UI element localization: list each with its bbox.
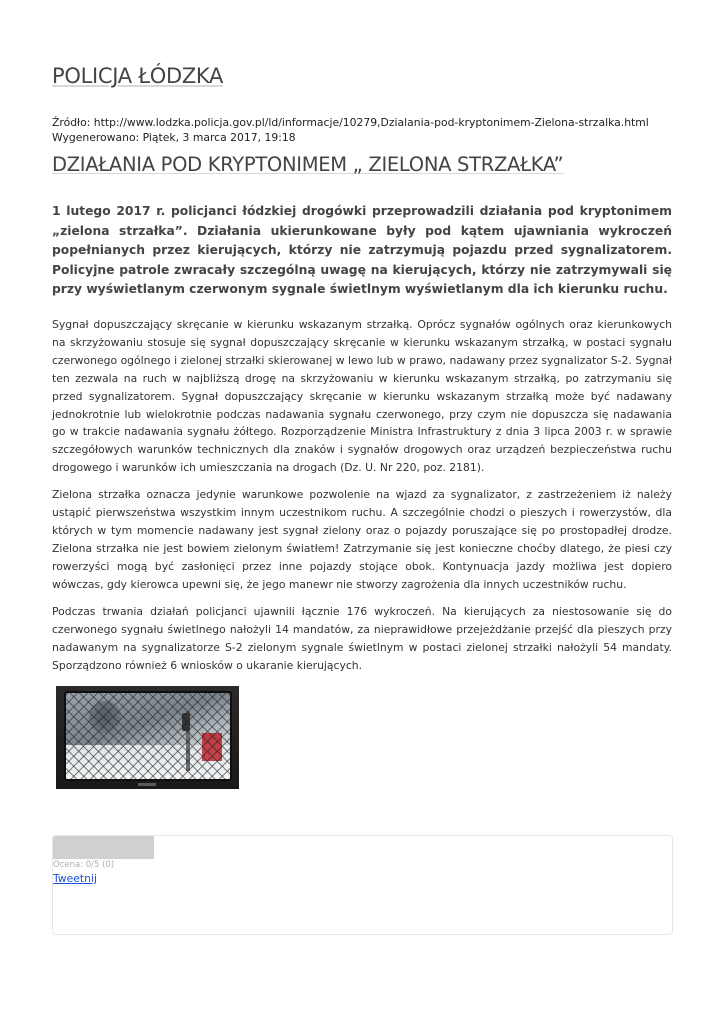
source-line: Źródło: http://www.lodzka.policja.gov.pl/ld/informacje/10279,Dzialania-pod-kryptonimem-Zielona-strzalka.html — [52, 116, 649, 129]
article-paragraph-1: Sygnał dopuszczający skręcanie w kierunku wskazanym strzałką. Oprócz sygnałów ogólnych oraz kierunkowych na skrzyżowaniu stosuje się sygnał dopuszczający skręcanie w kierunku wskazanym strzałką, w postaci sygnału czerwonego ogólnego i zielonej strzałki skierowanej w lewo lub w prawo, nadawany przez sygnalizator S-2. Sygnał ten zezwala na ruch w najbliższą drogę na skrzyżowaniu w kierunku wskazanym strzałką, po zatrzymaniu się przed sygnalizatorem. Sygnał dopuszczający skręcanie w kierunku wskazanym strzałką może być nadawany jednokrotnie lub wielokrotnie podczas nadawania sygnału czerwonego, przy czym nie dopuszcza się nadawania go w trakcie nadawania sygnału żółtego. Rozporządzenie Ministra Infrastruktury z dnia 3 lipca 2003 r. w sprawie szczegółowych warunków technicznych dla znaków i sygnałów drogowych oraz urządzeń bezpieczeństwa ruchu drogowego i warunków ich umieszczania na drogach (Dz. U. Nr 220, poz. 2181). — [52, 318, 672, 475]
document-meta — [52, 115, 649, 145]
article-title: DZIAŁANIA POD KRYPTONIMEM „ ZIELONA STRZAŁKA” — [52, 153, 564, 176]
photo-device-brand — [138, 783, 156, 786]
article-photo — [56, 686, 239, 789]
article-lead: 1 lutego 2017 r. policjanci łódzkiej drogówki przeprowadzili działania pod kryptonimem „zielona strzałka”. Działania ukierunkowane były pod kątem ujawniania wykroczeń popełnianych przez kierujących, którzy nie zatrzymują pojazdu przed sygnalizatorem. Policyjne patrole zwracały szczególną uwagę na kierujących, którzy nie zatrzymywali się przy wyświetlanym czerwonym sygnale świetlnym wyświetlanym dla ich kierunku ruchu. — [52, 204, 672, 296]
site-title: POLICJA ŁÓDZKA — [52, 64, 224, 88]
generated-line: Wygenerowano: Piątek, 3 marca 2017, 19:18 — [52, 131, 296, 144]
article-paragraph-3: Podczas trwania działań policjanci ujawnili łącznie 176 wykroczeń. Na kierujących za niestosowanie się do czerwonego sygnału świetlnego nałożyli 14 mandatów, za nieprawidłowe przejeżdżanie przejść dla pieszych przy nadawanym na sygnalizatorze S-2 zielonym sygnale świetlnym w postaci zielonej strzałki nałożyli 54 mandaty. Sporządzono również 6 wniosków o ukaranie kierujących. — [52, 605, 672, 672]
tweet-link[interactable]: Tweetnij — [53, 872, 97, 885]
article-paragraph-2: Zielona strzałka oznacza jedynie warunkowe pozwolenie na wjazd za sygnalizator, z zastrzeżeniem iż należy ustąpić pierwszeństwa wszystkim innym uczestnikom ruchu. A szczególnie chodzi o pieszych i rowerzystów, dla których w tym momencie nadawany jest sygnał zielony oraz o pojazdy poruszające się po prostopadłej drodze. Zielona strzałka nie jest bowiem zielonym światłem! Zatrzymanie się jest konieczne choćby dlatego, że piesi czy rowerzyści mogą być zasłonięci przez inne pojazdy stojące obok. Kontynuacja jazdy możliwa jest dopiero wówczas, gdy kierowca upewni się, że jego manewr nie stworzy zagrożenia dla innych uczestników ruchu. — [52, 488, 672, 591]
rating-stars-bar[interactable] — [53, 836, 154, 859]
photo-screen — [64, 691, 232, 781]
photo-mesh — [66, 693, 230, 779]
rating-label: Ocena: 0/5 (0) — [53, 860, 115, 870]
rating-box — [52, 835, 673, 935]
